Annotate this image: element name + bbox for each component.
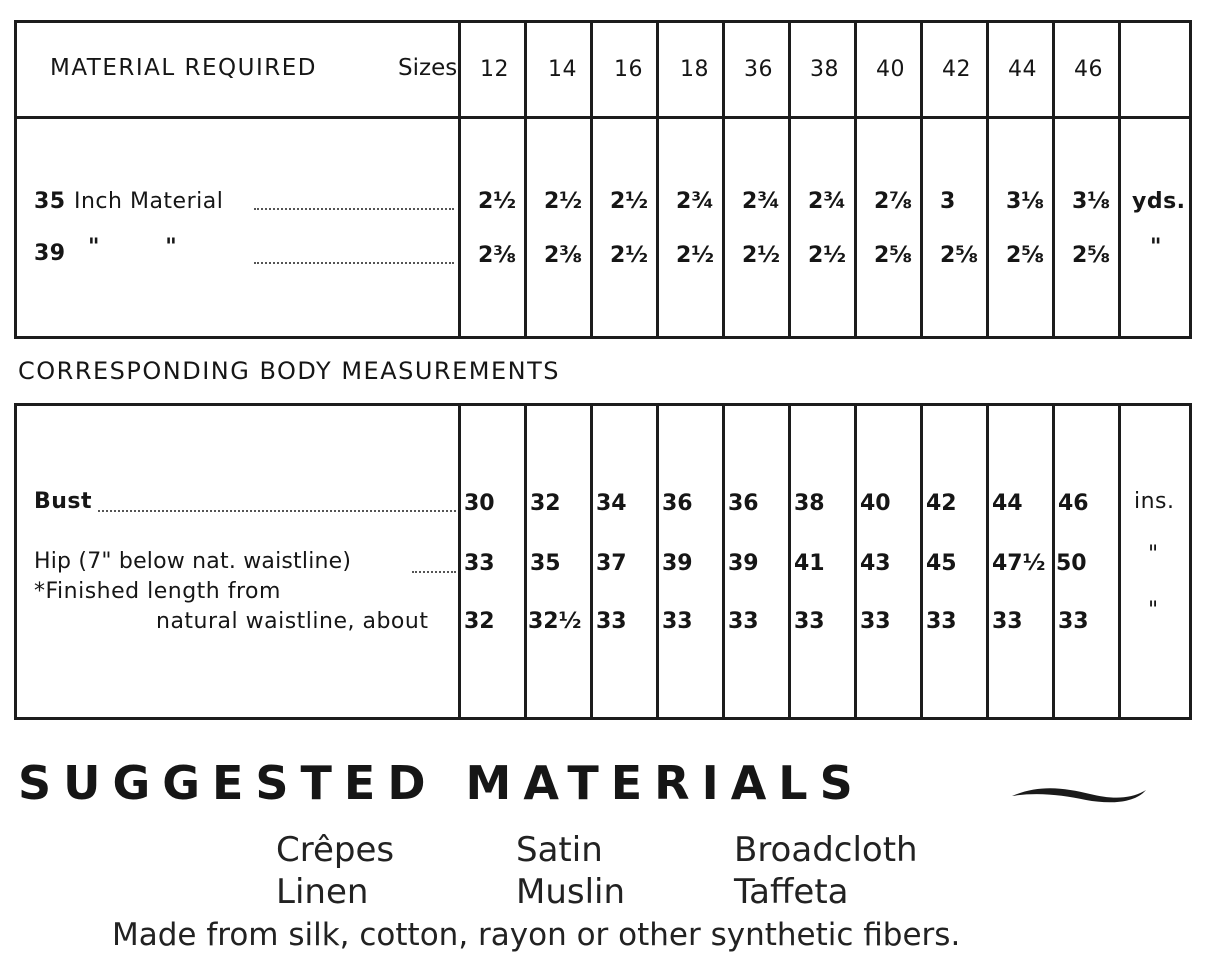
header-divider (14, 116, 1192, 119)
yardage-cell: 2⅞ (874, 189, 913, 214)
yardage-cell: 2⅝ (874, 243, 913, 268)
column-divider (788, 20, 791, 339)
yardage-cell: 3⅛ (1072, 189, 1111, 214)
size-header: 18 (680, 57, 709, 82)
column-divider (590, 403, 593, 720)
size-header: 36 (744, 57, 773, 82)
measurement-cell: 33 (464, 551, 495, 576)
measurement-cell: 30 (464, 491, 495, 516)
leader-dots (98, 510, 456, 512)
yardage-cell: 2½ (742, 243, 781, 268)
row-label-text: " " (88, 235, 178, 260)
measurement-cell: 33 (596, 609, 627, 634)
column-divider (722, 403, 725, 720)
column-divider (1052, 403, 1055, 720)
row-label-number: 35 (34, 189, 66, 214)
leader-dots (412, 571, 456, 573)
material-option: Muslin (516, 872, 626, 912)
column-divider (524, 20, 527, 339)
material-option: Crêpes (276, 830, 395, 870)
measurement-cell: 42 (926, 491, 957, 516)
measurement-cell: 33 (794, 609, 825, 634)
materials-footnote: Made from silk, cotton, rayon or other synthetic fibers. (112, 917, 961, 953)
measurement-cell: 33 (662, 609, 693, 634)
measurement-cell: 33 (992, 609, 1023, 634)
yardage-cell: 2⅝ (1006, 243, 1045, 268)
yardage-cell: 3 (940, 189, 956, 214)
yardage-cell: 2⅝ (1072, 243, 1111, 268)
material-option: Satin (516, 830, 603, 870)
material-option: Broadcloth (734, 830, 918, 870)
column-divider (788, 403, 791, 720)
yardage-cell: 2½ (478, 189, 517, 214)
row-label-text: Inch Material (74, 189, 224, 214)
sizes-label: Sizes (398, 55, 458, 81)
measurement-cell: 33 (728, 609, 759, 634)
measurement-cell: 33 (1058, 609, 1089, 634)
row-label-bust: Bust (34, 489, 93, 514)
measurement-cell: 36 (662, 491, 693, 516)
column-divider (986, 20, 989, 339)
column-divider (1052, 20, 1055, 339)
measurement-cell: 37 (596, 551, 627, 576)
yardage-cell: 2½ (544, 189, 583, 214)
unit-label: " (1148, 598, 1159, 623)
yardage-cell: 2⅝ (940, 243, 979, 268)
body-measurements-heading: CORRESPONDING BODY MEASUREMENTS (18, 357, 560, 385)
measurement-cell: 38 (794, 491, 825, 516)
row-label-length: *Finished length from (34, 579, 281, 604)
measurement-cell: 36 (728, 491, 759, 516)
measurement-cell: 35 (530, 551, 561, 576)
column-divider (854, 20, 857, 339)
measurement-cell: 47½ (992, 551, 1046, 576)
size-header: 42 (942, 57, 971, 82)
unit-label: " (1150, 235, 1162, 260)
size-header: 40 (876, 57, 905, 82)
size-header: 14 (548, 57, 577, 82)
row-label-hip: Hip (7" below nat. waistline) (34, 549, 352, 574)
column-divider (854, 403, 857, 720)
yardage-cell: 2¾ (676, 189, 715, 214)
measurement-cell: 43 (860, 551, 891, 576)
measurement-cell: 39 (728, 551, 759, 576)
column-divider (656, 403, 659, 720)
yardage-cell: 2½ (808, 243, 847, 268)
unit-label: yds. (1132, 189, 1186, 214)
measurement-cell: 32 (530, 491, 561, 516)
yardage-cell: 2⅜ (478, 243, 517, 268)
yardage-cell: 2½ (676, 243, 715, 268)
unit-label: " (1148, 542, 1159, 567)
column-divider (1118, 403, 1121, 720)
size-header: 46 (1074, 57, 1103, 82)
column-divider (524, 403, 527, 720)
material-option: Linen (276, 872, 369, 912)
measurement-cell: 33 (860, 609, 891, 634)
row-label-number: 39 (34, 241, 66, 266)
yardage-cell: 2⅜ (544, 243, 583, 268)
material-option: Taffeta (734, 872, 849, 912)
leader-dots (254, 262, 454, 264)
column-divider (920, 20, 923, 339)
measurement-cell: 44 (992, 491, 1023, 516)
measurement-cell: 46 (1058, 491, 1089, 516)
suggested-materials-heading: SUGGESTED MATERIALS (18, 756, 865, 810)
measurement-cell: 50 (1056, 551, 1087, 576)
column-divider (458, 20, 461, 339)
yardage-cell: 2½ (610, 189, 649, 214)
measurement-cell: 39 (662, 551, 693, 576)
measurement-cell: 45 (926, 551, 957, 576)
column-divider (1118, 20, 1121, 339)
swash-flourish (1010, 780, 1150, 810)
size-header: 38 (810, 57, 839, 82)
size-header: 16 (614, 57, 643, 82)
column-divider (920, 403, 923, 720)
column-divider (722, 20, 725, 339)
leader-dots (254, 208, 454, 210)
column-divider (986, 403, 989, 720)
measurement-cell: 34 (596, 491, 627, 516)
column-divider (458, 403, 461, 720)
column-divider (656, 20, 659, 339)
measurement-cell: 41 (794, 551, 825, 576)
material-required-title: MATERIAL REQUIRED (50, 55, 317, 81)
measurement-cell: 32½ (528, 609, 582, 634)
row-label-length-continued: natural waistline, about (156, 609, 429, 634)
column-divider (590, 20, 593, 339)
yardage-cell: 2½ (610, 243, 649, 268)
measurement-cell: 32 (464, 609, 495, 634)
size-header: 12 (480, 57, 509, 82)
yardage-cell: 2¾ (742, 189, 781, 214)
unit-label: ins. (1134, 489, 1175, 514)
yardage-cell: 3⅛ (1006, 189, 1045, 214)
measurement-cell: 40 (860, 491, 891, 516)
measurement-cell: 33 (926, 609, 957, 634)
yardage-cell: 2¾ (808, 189, 847, 214)
size-header: 44 (1008, 57, 1037, 82)
